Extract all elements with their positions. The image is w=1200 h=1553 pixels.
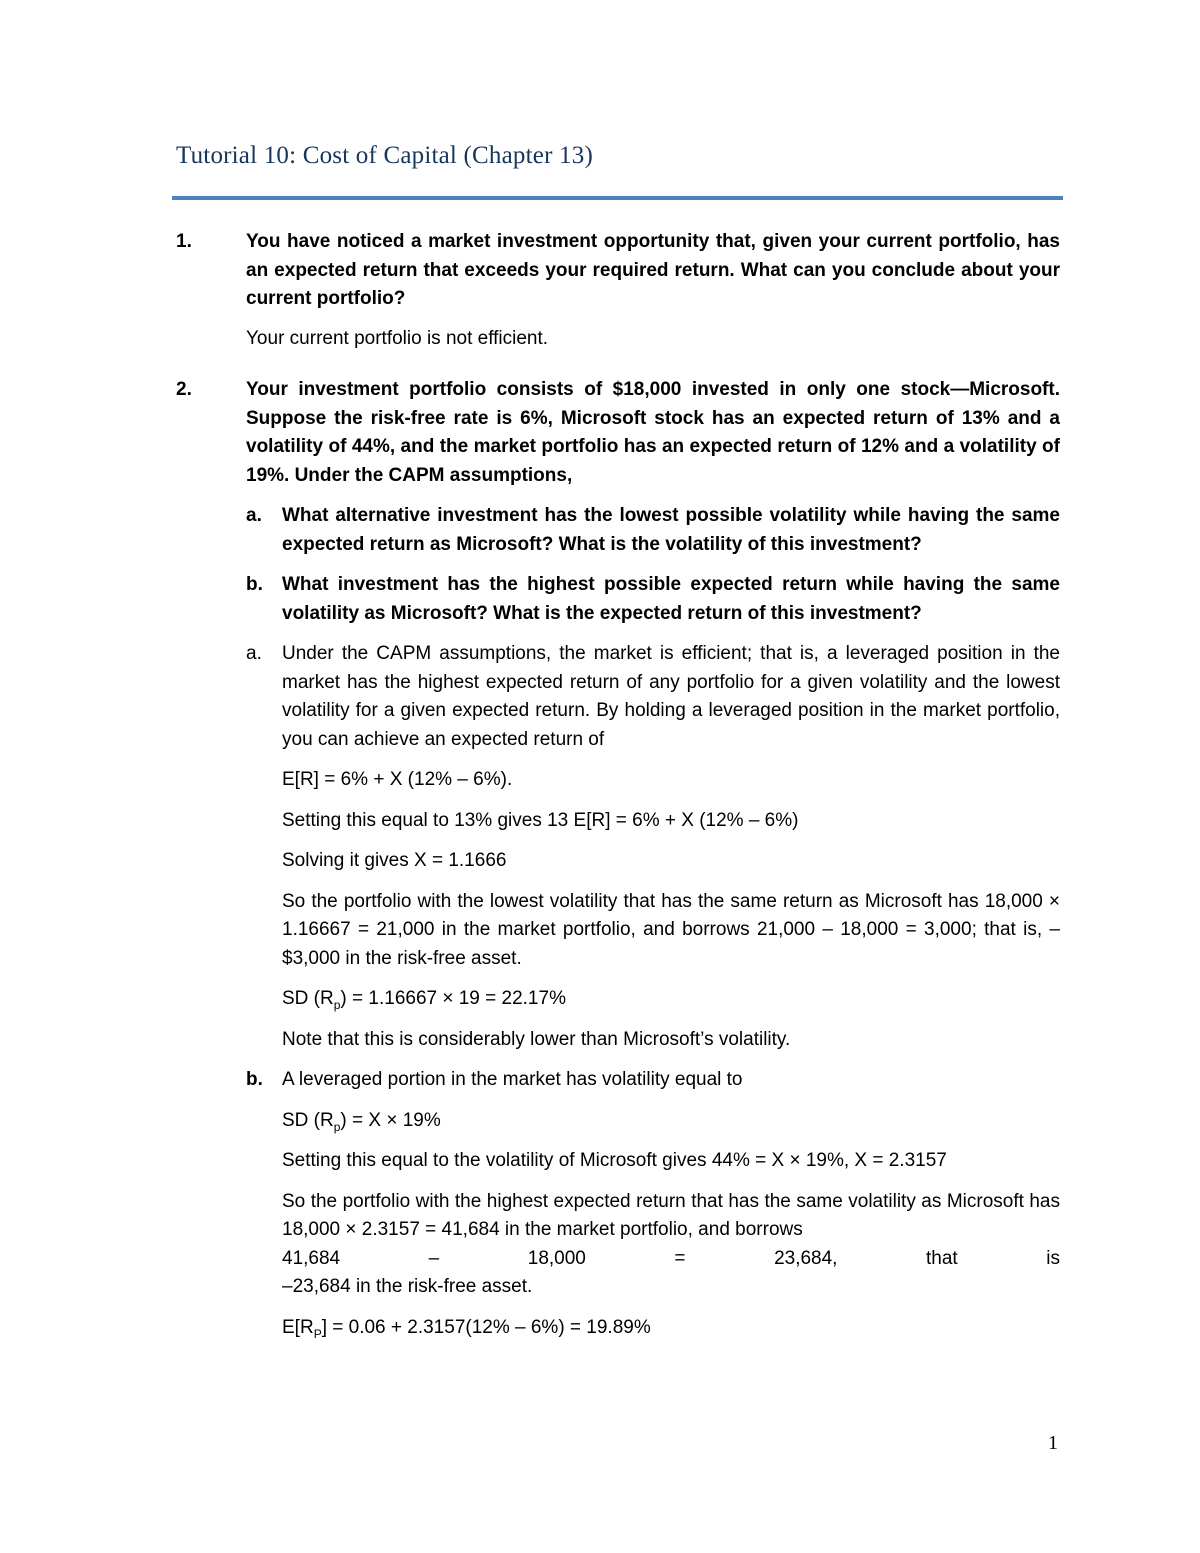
- answer-b-portfolio-block: [282, 1188, 1060, 1302]
- answer-b-expected-return: $E[R_P] = 0.06 + 2.3157(12\% - 6\%) = 19.89\%$: [282, 1316, 651, 1341]
- answer-a: [246, 640, 1060, 1054]
- page-title: Tutorial 10: Cost of Capital (Chapter 13): [176, 142, 593, 169]
- answer-a-intro: Under the CAPM assumptions, the market is efficient; that is, a leveraged position in the market has the highest expected return of any portfolio for a given volatility and the lowest volatility for a given expected return. By holding a leveraged position in the market portfolio, you can achieve an expected return of: [282, 643, 1060, 750]
- answer-b: [246, 1066, 1060, 1342]
- answer-b-setting: Setting this equal to the volatility of Microsoft gives 44% = X × 19%, X = 2.3157: [282, 1150, 947, 1171]
- answer-b-spread-line: 41,684 – 18,000 = 23,684, that is: [282, 1247, 1060, 1269]
- answer-a-portfolio: So the portfolio with the lowest volatility that has the same return as Microsoft has 18,000 × 1.16667 = 21,000 in the market portfolio, and borrows 21,000 – 18,000 = 3,000; that is, –$3,000 in the risk-free asset.: [282, 890, 1060, 969]
- question-1: [176, 228, 1060, 353]
- answer-b-portfolio: So the portfolio with the highest expected return that has the same volatility as Microsoft has 18,000 × 2.3157 = 41,684 in the market portfolio, and borrows: [282, 1190, 1060, 1240]
- page-number: 1: [1048, 1432, 1058, 1454]
- answer-b-label: b.: [246, 1069, 263, 1090]
- document-body: [176, 228, 1060, 1342]
- question-2-part-b: [246, 571, 1060, 628]
- question-2-part-a: [246, 502, 1060, 559]
- answer-a-note: Note that this is considerably lower than Microsoft’s volatility.: [282, 1028, 791, 1050]
- part-a-label: a.: [246, 505, 262, 526]
- question-1-number: 1.: [176, 231, 192, 252]
- answer-a-sd: SD $(R_p) = 1.16667 \times 19 = 22.17\%$: [282, 988, 566, 1012]
- question-1-answer: Your current portfolio is not efficient.: [246, 327, 549, 349]
- part-a-text: What alternative investment has the lowest possible volatility while having the same expected return as Microsoft? What is the volatility of this investment?: [282, 505, 1060, 555]
- answer-a-equation-1: E[R] = 6% + X (12% – 6%).: [282, 769, 513, 790]
- question-1-text: You have noticed a market investment opportunity that, given your current portfolio, has an expected return that exceeds your required return. What can you conclude about your current portfolio?: [246, 231, 1060, 309]
- answer-a-equation-3: Solving it gives X = 1.1666: [282, 850, 507, 871]
- answer-b-sd: SD $(R_p) = X \times 19\%$: [282, 1109, 441, 1134]
- part-b-text: What investment has the highest possible expected return while having the same volatility as Microsoft? What is the expected return of this investment?: [282, 574, 1060, 624]
- question-2-text: Your investment portfolio consists of $18,000 invested in only one stock—Microsoft. Suppose the risk-free rate is 6%, Microsoft stock has an expected return of 13% and a volatility of 44%, and the market portfolio has an expected return of 12% and a volatility of 19%. Under the CAPM assumptions,: [246, 379, 1060, 486]
- answer-a-label: a.: [246, 643, 262, 664]
- answer-a-equation-2: Setting this equal to 13% gives 13 E[R] = 6% + X (12% – 6%): [282, 809, 799, 831]
- part-b-label: b.: [246, 574, 263, 595]
- question-2-number: 2.: [176, 379, 192, 400]
- question-2: [176, 376, 1060, 1342]
- title-rule: [172, 196, 1063, 200]
- answer-b-intro: A leveraged portion in the market has volatility equal to: [282, 1069, 743, 1090]
- answer-b-tail: –23,684 in the risk-free asset.: [282, 1276, 533, 1297]
